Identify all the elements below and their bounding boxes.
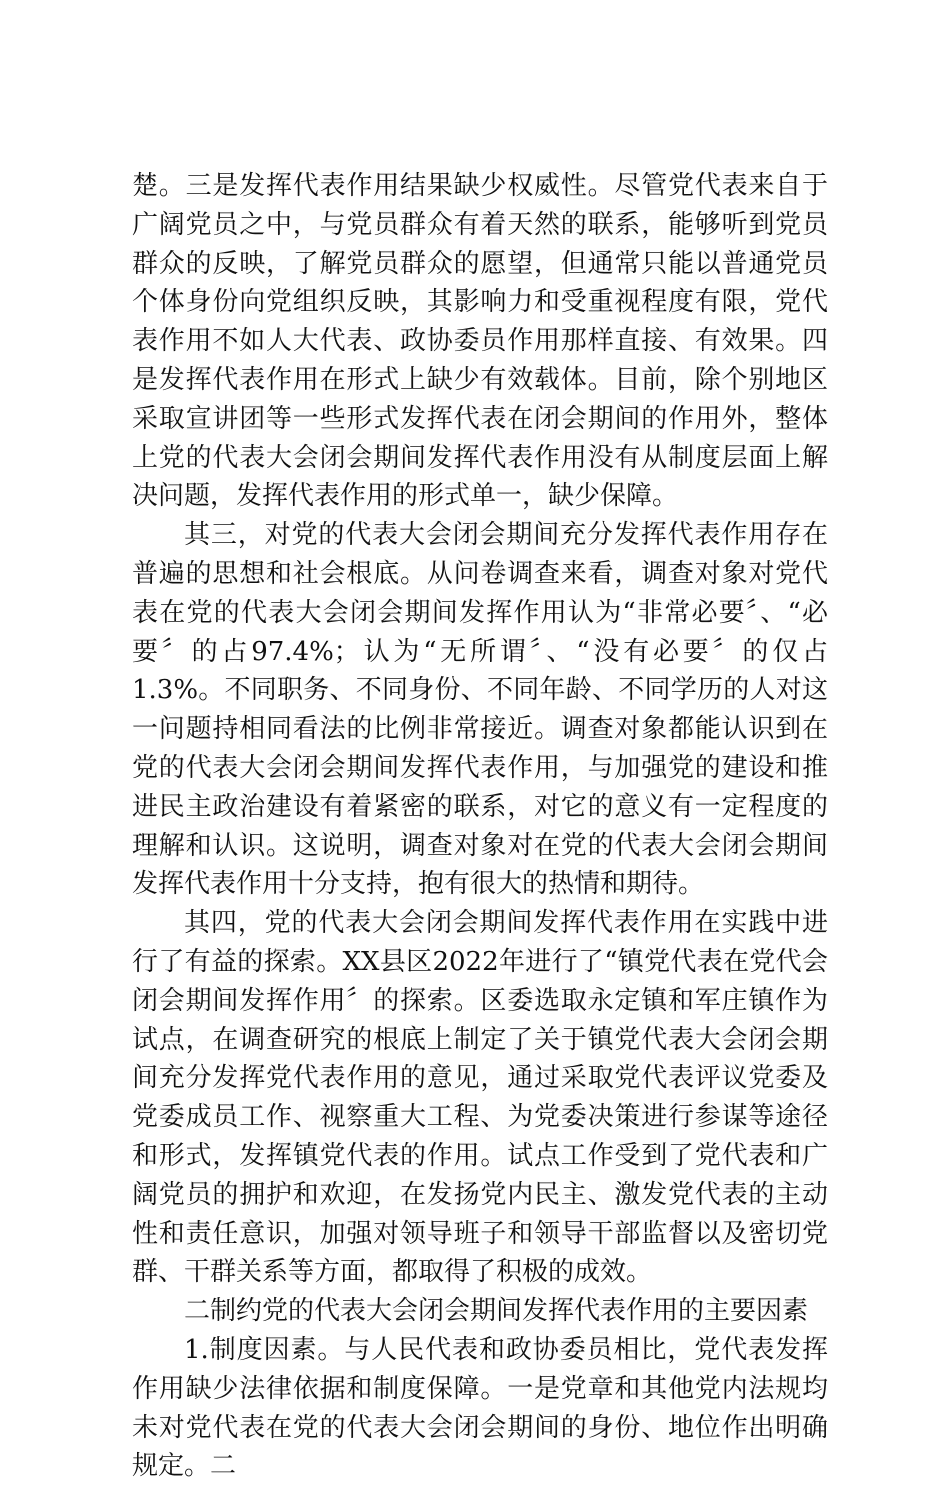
paragraph-2: 其三，对党的代表大会闭会期间充分发挥代表作用存在普遍的思想和社会根底。从问卷调查来看，调查对象对党代表在党的代表大会闭会期间发挥作用认为“非常必要〞、“必要〞的占97.4%；认为“无所谓〞、“没有必要〞的仅占1.3%。不同职务、不同身份、不同年龄、不同学历的人对这一问题持相同看法的比例非常接近。调查对象都能认识到在党的代表大会闭会期间发挥代表作用，与加强党的建设和推进民主政治建设有着紧密的联系，对它的意义有一定程度的理解和认识。这说明，调查对象对在党的代表大会闭会期间发挥代表作用十分支持，抱有很大的热情和期待。 (132, 520, 828, 900)
paragraph-3: 其四，党的代表大会闭会期间发挥代表作用在实践中进行了有益的探索。XX县区2022年进行了“镇党代表在党代会闭会期间发挥作用〞的探索。区委选取永定镇和军庄镇作为试点，在调查研究的根底上制定了关于镇党代表大会闭会期间充分发挥党代表作用的意见，通过采取党代表评议党委及党委成员工作、视察重大工程、为党委决策进行参谋等途径和形式，发挥镇党代表的作用。试点工作受到了党代表和广阔党员的拥护和欢迎，在发扬党内民主、激发党代表的主动性和责任意识，加强对领导班子和领导干部监督以及密切党群、干群关系等方面，都取得了积极的成效。 (132, 908, 828, 1288)
paragraph-1: 楚。三是发挥代表作用结果缺少权威性。尽管党代表来自于广阔党员之中，与党员群众有着天然的联系，能够听到党员群众的反映，了解党员群众的愿望，但通常只能以普通党员个体身份向党组织反映，其影响力和受重视程度有限，党代表作用不如人大代表、政协委员作用那样直接、有效果。四是发挥代表作用在形式上缺少有效载体。目前，除个别地区采取宣讲团等一些形式发挥代表在闭会期间的作用外，整体上党的代表大会闭会期间发挥代表作用没有从制度层面上解决问题，发挥代表作用的形式单一，缺少保障。 (132, 171, 828, 512)
section-heading: 二制约党的代表大会闭会期间发挥代表作用的主要因素 (184, 1296, 809, 1327)
document-body (132, 167, 828, 1486)
paragraph-4: 1.制度因素。与人民代表和政协委员相比，党代表发挥作用缺少法律依据和制度保障。一是党章和其他党内法规均未对党代表在党的代表大会闭会期间的身份、地位作出明确规定。二 (132, 1334, 828, 1482)
